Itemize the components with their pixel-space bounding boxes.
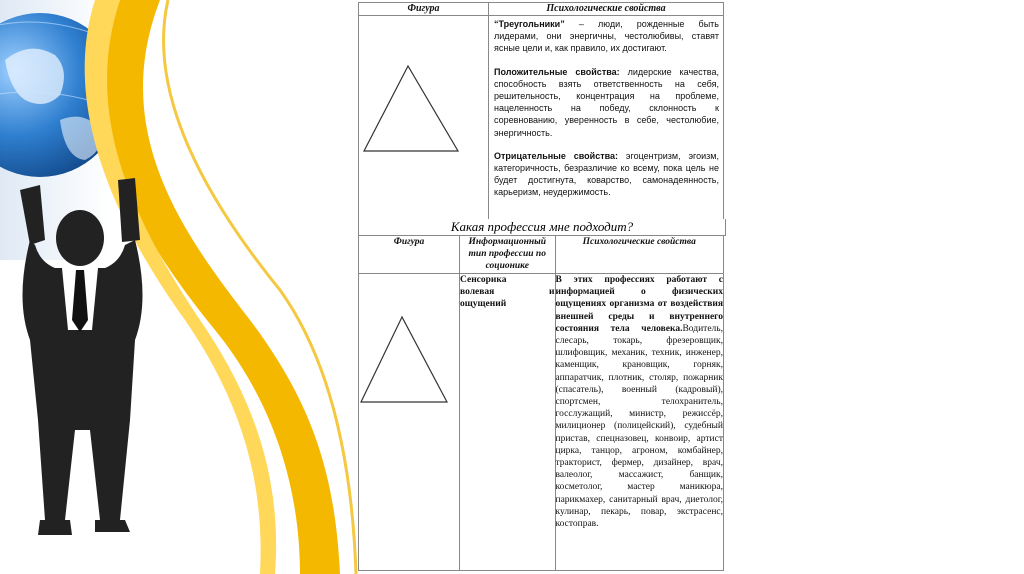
triangle-icon bbox=[359, 274, 459, 570]
info-type-word: волевая и bbox=[460, 287, 555, 298]
profession-table bbox=[358, 235, 724, 571]
column-header-figure: Фигура bbox=[359, 3, 489, 16]
info-type-cell bbox=[460, 274, 556, 571]
professions-list: Водитель, слесарь, токарь, фрезеровщик, шлифовщик, механик, техник, инженер, каменщик, крановщик, горняк, аппаратчик, плотник, столяр, пожарник (спасатель), военный (кадровый), спортсмен, телохранитель, госслужащий, министр, режиссёр, милиционер (полицейский), судебный пристав, спецназовец, конвоир, артист цирка, танцор, агроном, комбайнер, тракторист, фермер, дизайнер, врач, валеолог, массажист, банщик, косметолог, мастер маникюра, парикмахер, санитарный врач, диетолог, кулинар, пекарь, повар, экстрасенс, костоправ. bbox=[555, 323, 723, 530]
intro-name: “Треугольники” bbox=[494, 19, 565, 29]
figure-cell bbox=[359, 16, 489, 221]
document-page bbox=[358, 0, 724, 574]
positive-text: лидерские качества, способность взять ответственность на себя, решительность, концентрация на проблеме, нацеленность на победу, склонность к соревнованию, уверенность в себе, честолюбие, энергичность. bbox=[494, 66, 719, 138]
column-header-properties-2: Психологические свойства bbox=[555, 236, 724, 274]
decorative-background bbox=[0, 0, 360, 574]
column-header-figure-2: Фигура bbox=[359, 236, 460, 274]
positive-label: Положительные свойства: bbox=[494, 66, 620, 77]
figure-cell-2 bbox=[359, 274, 460, 571]
intro-text: – люди, рожденные быть лидерами, они энергичны, честолюбивы, ставят ясные цели и, как правило, их достигают. bbox=[494, 19, 719, 54]
properties-cell bbox=[489, 16, 724, 221]
info-type-word: ощущений bbox=[460, 299, 507, 310]
column-header-info-type: Информационный тип профессии по соционике bbox=[460, 236, 556, 274]
column-header-properties: Психологические свойства bbox=[489, 3, 724, 16]
figure-properties-table bbox=[358, 2, 724, 221]
info-type-word: Сенсорика bbox=[460, 275, 507, 285]
negative-label: Отрицательные свойства: bbox=[494, 150, 619, 161]
professions-intro: В этих профессиях работают с информацией о физических ощущениях организма от воздействия внешней среды и внутреннего состояния тела человека. bbox=[555, 275, 723, 334]
professions-cell bbox=[555, 274, 724, 571]
negative-text: эгоцентризм, эгоизм, категоричность, безразличие ко всему, пока цель не будет достигнута, коварство, самонадеянность, карьеризм, неудержимость. bbox=[494, 150, 719, 198]
section-title: Какая профессия мне подходит? bbox=[358, 219, 726, 236]
triangle-icon bbox=[359, 16, 488, 220]
